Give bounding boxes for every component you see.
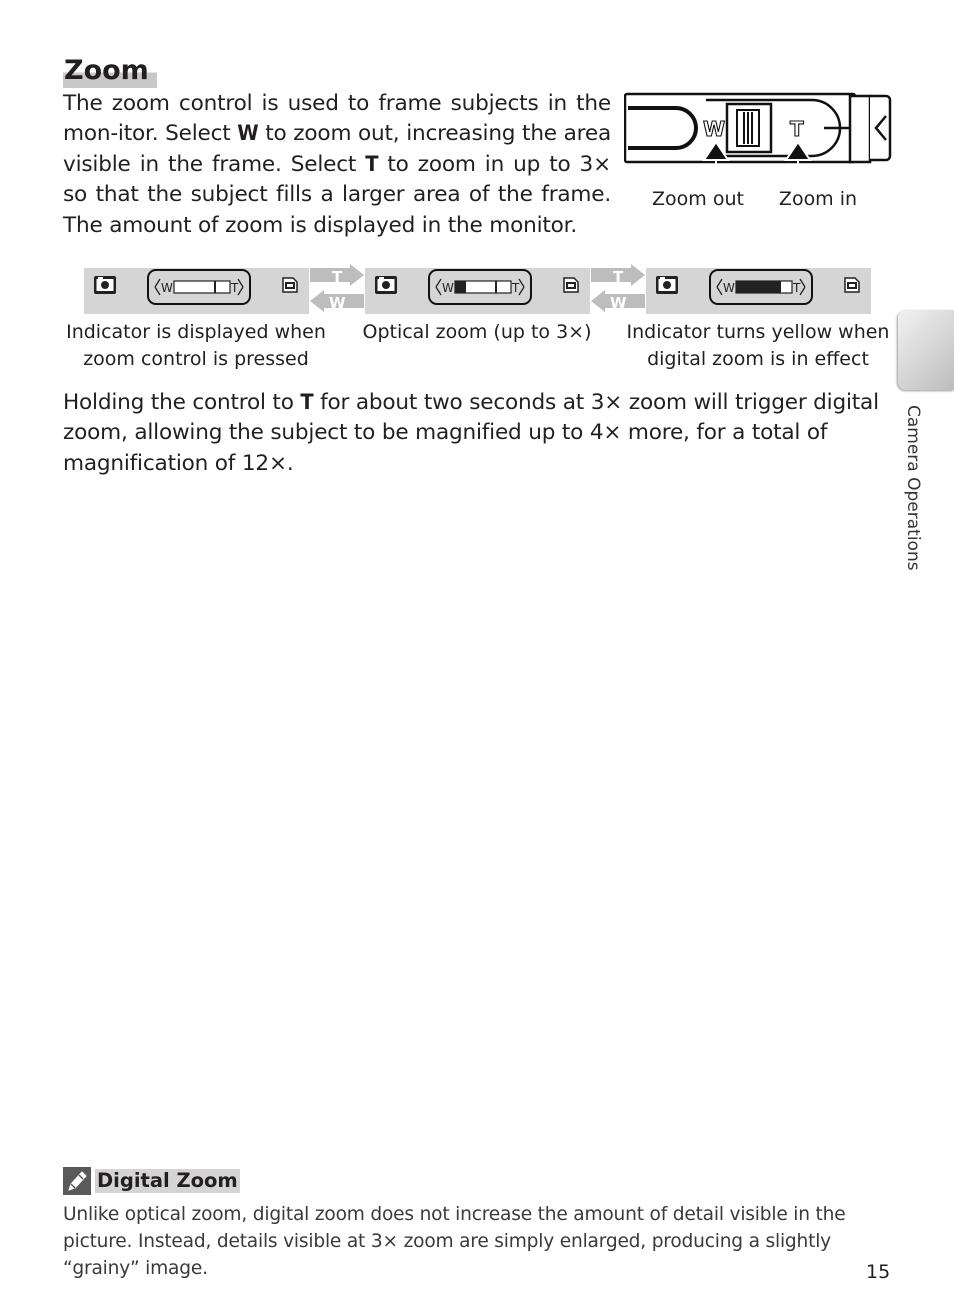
indicator-panel-3: [646, 268, 871, 314]
intro-paragraph: [63, 89, 611, 241]
note-header: [63, 1166, 240, 1196]
t-key: T: [300, 390, 314, 415]
camera-mode-icon: [375, 276, 397, 294]
indicator-caption-2: Optical zoom (up to 3×): [362, 321, 592, 343]
camera-mode-icon: [94, 276, 116, 294]
t-key: T: [365, 151, 379, 177]
pencil-note-icon: [63, 1167, 91, 1195]
arrow-w-label: W: [329, 294, 346, 312]
indicator-caption-3: Indicator turns yellow when digital zoom is in effect: [626, 321, 890, 370]
intro-text-2: to zoom out, increasing the area visible in the frame. Select: [63, 121, 611, 177]
internal-memory-icon: [281, 276, 299, 294]
indicator-w-label: W: [442, 281, 454, 295]
side-section-text: Camera Operations: [903, 405, 923, 571]
indicator-t-label: T: [512, 281, 520, 295]
indicator-t-label: T: [231, 281, 239, 295]
indicator-panel-2: [365, 268, 590, 314]
indicator-caption-1: Indicator is displayed when zoom control is pressed: [66, 321, 326, 370]
zoom-indicator: [709, 269, 813, 305]
indicator-w-label: W: [161, 281, 173, 295]
section-tab: [898, 310, 954, 390]
indicator-panel-1: [84, 268, 309, 314]
side-section-label: [903, 405, 923, 577]
zoom-indicator: [147, 269, 251, 305]
note-body: Unlike optical zoom, digital zoom does not increase the amount of detail visible in the picture. Instead, details visible at 3× zoom are simply enlarged, producing a slightly “grainy” image.: [63, 1204, 846, 1279]
holding-text-2: for about two seconds at 3× zoom will trigger digital zoom, allowing the subject to be magnified up to 4× more, for a total of magnification of 12×.: [63, 390, 879, 476]
intro-text-3: to zoom in up to 3× so that the subject fills a larger area of the frame. The amount of zoom is displayed in the monitor.: [63, 151, 611, 238]
switch-w-label: W: [703, 117, 726, 141]
zoom-out-label: Zoom out: [652, 188, 744, 210]
zoom-indicator-fill: [455, 281, 466, 293]
zoom-indicator-fill: [736, 281, 781, 293]
indicator-t-label: T: [793, 281, 801, 295]
camera-mode-icon: [656, 276, 678, 294]
tw-transition-arrows-1: [308, 264, 366, 314]
zoom-in-label: Zoom in: [778, 188, 858, 210]
note-title: Digital Zoom: [97, 1169, 238, 1192]
arrow-t-label: T: [332, 268, 343, 286]
intro-text-1: The zoom control is used to frame subjects in the mon-itor. Select: [63, 91, 611, 147]
digital-zoom-paragraph: [63, 388, 893, 479]
page-number: 15: [866, 1261, 891, 1283]
tw-transition-arrows-2: [589, 264, 647, 314]
arrow-t-label: T: [613, 268, 624, 286]
holding-text-1: Holding the control to: [63, 390, 301, 415]
zoom-control-illustration: [624, 90, 892, 182]
page-title: Zoom: [63, 54, 157, 88]
zoom-indicator: [428, 269, 532, 305]
indicator-w-label: W: [723, 281, 735, 295]
internal-memory-icon: [562, 276, 580, 294]
w-key: W: [237, 121, 259, 147]
arrow-w-label: W: [610, 294, 627, 312]
internal-memory-icon: [843, 276, 861, 294]
switch-t-label: T: [790, 117, 804, 141]
